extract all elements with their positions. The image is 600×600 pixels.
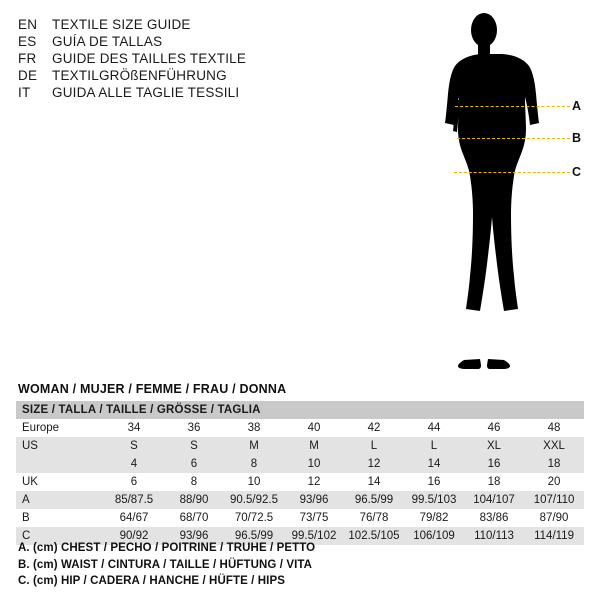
cell: 85/87.5 — [104, 491, 164, 509]
row-label-b: B — [16, 509, 104, 527]
language-text-fr: GUIDE DES TAILLES TEXTILE — [52, 51, 247, 66]
cell: 16 — [404, 473, 464, 491]
cell: 16 — [464, 455, 524, 473]
female-silhouette-icon — [400, 8, 600, 378]
cell: S — [164, 437, 224, 455]
cell: 104/107 — [464, 491, 524, 509]
cell: 40 — [284, 419, 344, 437]
language-text-en: TEXTILE SIZE GUIDE — [52, 17, 191, 32]
cell: 93/96 — [284, 491, 344, 509]
measure-label-c: C — [572, 165, 582, 179]
row-label-europe: Europe — [16, 419, 104, 437]
language-text-es: GUÍA DE TALLAS — [52, 34, 163, 49]
measure-line-b — [457, 138, 570, 139]
cell: 90/92 — [104, 527, 164, 545]
measure-line-c — [454, 172, 570, 173]
table-header-label: SIZE / TALLA / TAILLE / GRÖSSE / TAGLIA — [16, 401, 584, 419]
measure-label-b: B — [572, 131, 582, 145]
cell: 6 — [104, 473, 164, 491]
language-text-de: TEXTILGRÖßENFÜHRUNG — [52, 68, 227, 83]
cell: 36 — [164, 419, 224, 437]
cell: 90.5/92.5 — [224, 491, 284, 509]
cell: 44 — [404, 419, 464, 437]
body-figure — [400, 8, 600, 378]
row-label-uk: UK — [16, 473, 104, 491]
cell: S — [104, 437, 164, 455]
language-code-it: IT — [18, 85, 31, 100]
cell: 93/96 — [164, 527, 224, 545]
cell: 99.5/102 — [284, 527, 344, 545]
table-caption: WOMAN / MUJER / FEMME / FRAU / DONNA — [18, 382, 287, 396]
language-code-es: ES — [18, 34, 37, 49]
cell: 76/78 — [344, 509, 404, 527]
language-row-de — [18, 67, 318, 84]
size-table — [16, 401, 584, 545]
cell: 87/90 — [524, 509, 584, 527]
language-code-de: DE — [18, 68, 38, 83]
table-row — [16, 509, 584, 527]
cell: 6 — [164, 455, 224, 473]
legend-line-b: B. (cm) WAIST / CINTURA / TAILLE / HÜFTUNG / VITA — [18, 558, 313, 571]
language-header-block — [18, 16, 318, 101]
language-code-en: EN — [18, 17, 38, 32]
language-code-fr: FR — [18, 51, 37, 66]
cell: 10 — [284, 455, 344, 473]
cell: 88/90 — [164, 491, 224, 509]
cell: 8 — [224, 455, 284, 473]
cell: 48 — [524, 419, 584, 437]
cell: 110/113 — [464, 527, 524, 545]
cell: 102.5/105 — [344, 527, 404, 545]
cell: 114/119 — [524, 527, 584, 545]
table-row — [16, 491, 584, 509]
cell: 38 — [224, 419, 284, 437]
size-table-area — [16, 382, 584, 545]
cell: XL — [464, 437, 524, 455]
table-row — [16, 419, 584, 437]
cell: 106/109 — [404, 527, 464, 545]
measure-label-a: A — [572, 99, 582, 113]
cell: 70/72.5 — [224, 509, 284, 527]
cell: 107/110 — [524, 491, 584, 509]
cell: 14 — [344, 473, 404, 491]
cell: 96.5/99 — [224, 527, 284, 545]
table-row — [16, 473, 584, 491]
table-row — [16, 437, 584, 455]
cell: 14 — [404, 455, 464, 473]
row-label-us-numeric — [16, 455, 104, 473]
cell: 68/70 — [164, 509, 224, 527]
cell: 73/75 — [284, 509, 344, 527]
language-row-en — [18, 16, 318, 33]
language-row-fr — [18, 50, 318, 67]
cell: 42 — [344, 419, 404, 437]
measurement-legend — [18, 540, 578, 590]
cell: 4 — [104, 455, 164, 473]
language-text-it: GUIDA ALLE TAGLIE TESSILI — [52, 85, 240, 100]
cell: 83/86 — [464, 509, 524, 527]
cell: 79/82 — [404, 509, 464, 527]
cell: 99.5/103 — [404, 491, 464, 509]
row-label-us: US — [16, 437, 104, 455]
cell: XXL — [524, 437, 584, 455]
cell: 8 — [164, 473, 224, 491]
table-header-row — [16, 401, 584, 419]
cell: 12 — [284, 473, 344, 491]
cell: M — [284, 437, 344, 455]
row-label-c: C — [16, 527, 104, 545]
cell: L — [344, 437, 404, 455]
cell: 12 — [344, 455, 404, 473]
cell: 64/67 — [104, 509, 164, 527]
cell: 10 — [224, 473, 284, 491]
cell: 46 — [464, 419, 524, 437]
cell: M — [224, 437, 284, 455]
row-label-a: A — [16, 491, 104, 509]
language-row-it — [18, 84, 318, 101]
table-row — [16, 455, 584, 473]
cell: 18 — [524, 455, 584, 473]
legend-line-c: C. (cm) HIP / CADERA / HANCHE / HÜFTE / HIPS — [18, 575, 286, 587]
measure-line-a — [455, 106, 570, 107]
cell: L — [404, 437, 464, 455]
language-row-es — [18, 33, 318, 50]
cell: 34 — [104, 419, 164, 437]
cell: 20 — [524, 473, 584, 491]
cell: 18 — [464, 473, 524, 491]
cell: 96.5/99 — [344, 491, 404, 509]
legend-line-a: A. (cm) CHEST / PECHO / POITRINE / TRUHE / PETTO — [18, 542, 316, 554]
